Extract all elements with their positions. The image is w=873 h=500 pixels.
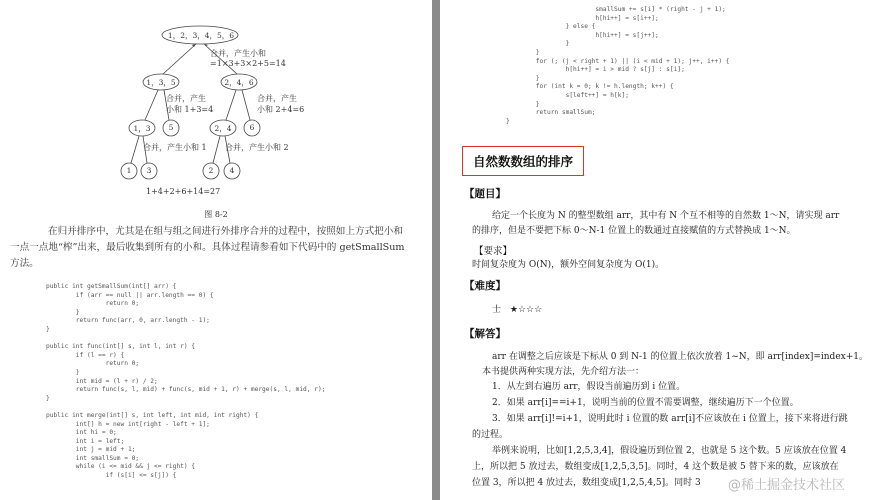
tree-root-note-2: =1×3+3×2+5=14 bbox=[210, 59, 286, 68]
code-line: smallSum += s[i] * (right - j + 1); bbox=[506, 6, 726, 13]
code-line: int j = mid + 1; bbox=[46, 446, 136, 454]
code-line: int smallSum = 0; bbox=[46, 454, 140, 462]
tree-l2-c-label: 2，4 bbox=[214, 124, 232, 133]
code-line: h[hi++] = s[i++]; bbox=[506, 14, 659, 22]
answer-line-2: 本书提供两种实现方法，先介绍方法一： bbox=[482, 367, 645, 377]
code-line: } bbox=[506, 117, 510, 125]
heading-requirement: 【要求】 bbox=[474, 246, 513, 257]
tree-l1-right-note-2: 小和 2+4=6 bbox=[257, 105, 305, 114]
code-line: return smallSum; bbox=[506, 109, 596, 117]
tree-l2-b-label: 5 bbox=[168, 123, 174, 132]
tree-leaf-1-label: 1 bbox=[126, 166, 132, 175]
code-line: while (i <= mid && j <= right) { bbox=[46, 463, 196, 471]
code-line: int[] h = new int[right - left + 1]; bbox=[46, 420, 210, 428]
tree-l2-right-note: 合并，产生小和 2 bbox=[225, 143, 289, 152]
figure-caption: 图 8-2 bbox=[204, 210, 228, 219]
answer-line-4: 2．如果 arr[i]==i+1，说明当前的位置不需要调整，继续遍历下一个位置。 bbox=[492, 398, 799, 408]
tree-total: 1+4+2+6+14=27 bbox=[146, 187, 221, 196]
answer-line-3: 1．从左到右遍历 arr，假设当前遍历到 i 位置。 bbox=[492, 382, 686, 392]
tree-leaf-2-label: 3 bbox=[146, 166, 152, 175]
difficulty-label: 士 bbox=[492, 305, 502, 315]
problem-line-1: 给定一个长度为 N 的整型数组 arr，其中有 N 个互不相等的自然数 1～N，请实现 arr bbox=[492, 211, 840, 221]
tree-l2-a-label: 1，3 bbox=[133, 124, 151, 133]
tree-root-note-1: 合并，产生小和 bbox=[210, 49, 266, 58]
right-code-block bbox=[506, 6, 730, 126]
code-line: } else { bbox=[506, 23, 596, 31]
code-line: h[hi++] = i > mid ? s[j] : s[i]; bbox=[506, 66, 685, 74]
watermark: @稀土掘金技术社区 bbox=[728, 478, 846, 493]
code-line: if (l == r) { bbox=[46, 351, 125, 359]
code-line: if (arr == null || arr.length == 0) { bbox=[46, 291, 214, 299]
tree-l2-left-note: 合并，产生小和 1 bbox=[143, 143, 207, 152]
requirement-text: 时间复杂度为 O(N)，额外空间复杂度为 O(1)。 bbox=[472, 260, 665, 270]
right-page bbox=[440, 0, 873, 500]
tree-l1-right-label: 2，4，6 bbox=[224, 78, 254, 87]
code-line bbox=[46, 335, 325, 344]
code-line: int i = left; bbox=[46, 437, 125, 445]
code-line bbox=[46, 403, 325, 412]
tree-leaf-4-label: 4 bbox=[229, 166, 235, 175]
code-line: public int merge(int[] s, int left, int mid, int right) { bbox=[46, 411, 259, 419]
answer-line-8: 上，所以把 5 放过去，数组变成[1,2,5,3,5]。同时，4 这个数是被 5 替下来的数，应该放在 bbox=[472, 462, 839, 472]
heading-problem: 【题目】 bbox=[464, 188, 506, 200]
answer-line-5: 3．如果 arr[i]!=i+1，说明此时 i 位置的数 arr[i]不应该放在 i 位置上，接下来将进行跳 bbox=[492, 414, 848, 424]
code-line: int hi = 0; bbox=[46, 429, 117, 437]
code-line: public int func(int[] s, int l, int r) { bbox=[46, 343, 196, 351]
code-line: int mid = (l + r) / 2; bbox=[46, 377, 158, 385]
code-line: for (; (j < right + 1) || (i < mid + 1); j++, i++) { bbox=[506, 57, 730, 65]
code-line: for (int k = 0; k != h.length; k++) { bbox=[506, 83, 674, 91]
tree-l1-right-note-1: 合并，产生 bbox=[257, 94, 297, 103]
tree-l1-left-label: 1，3，5 bbox=[146, 78, 176, 87]
answer-line-1: arr 在调整之后应该是下标从 0 到 N-1 的位置上依次放着 1~N，即 arr[index]=index+1。 bbox=[492, 352, 868, 362]
answer-line-6: 的过程。 bbox=[472, 430, 509, 440]
code-line: } bbox=[46, 368, 80, 376]
tree-l1-left-note-2: 小和 1+3=4 bbox=[166, 105, 214, 114]
section-title: 自然数数组的排序 bbox=[462, 146, 584, 176]
code-line: return 0; bbox=[46, 300, 140, 308]
code-line: } bbox=[46, 394, 50, 402]
code-line: s[left++] = h[k]; bbox=[506, 91, 629, 99]
code-line: } bbox=[46, 325, 50, 333]
code-line: return 0; bbox=[46, 360, 140, 368]
paragraph-line-3: 方法。 bbox=[10, 258, 39, 269]
paragraph-line-2: 一点一点地“榨”出来，最后收集到所有的小和。具体过程请参看如下代码中的 getSmallSum bbox=[10, 242, 405, 253]
left-code-block bbox=[46, 283, 325, 481]
paragraph-line-1: 在归并排序中，尤其是在组与组之间进行外排序合并的过程中，按照如上方式把小和 bbox=[48, 226, 403, 237]
tree-l2-d-label: 6 bbox=[249, 123, 255, 132]
tree-root-label: 1，2，3，4，5，6 bbox=[167, 31, 235, 40]
code-line: return func(arr, 0, arr.length - 1); bbox=[46, 317, 210, 325]
answer-line-7: 举例来说明，比如[1,2,5,3,4]，假设遍历到位置 2，也就是 5 这个数。5 应该放在位置 4 bbox=[492, 446, 847, 456]
difficulty-stars: ★☆☆☆ bbox=[509, 305, 543, 315]
code-line: if (s[i] <= s[j]) { bbox=[46, 472, 177, 480]
tree-leaf-3-label: 2 bbox=[208, 166, 214, 175]
answer-line-9: 位置 3，所以把 4 放过去，数组变成[1,2,5,4,5]。同时 3 bbox=[472, 478, 701, 488]
code-line: } bbox=[46, 308, 80, 316]
heading-answer: 【解答】 bbox=[464, 328, 506, 340]
problem-line-2: 的排序，但是不要把下标 0～N-1 位置上的数通过直接赋值的方式替换成 1～N。 bbox=[472, 226, 796, 236]
tree-l1-left-note-1: 合并，产生 bbox=[166, 94, 206, 103]
code-line: } bbox=[506, 74, 540, 82]
code-line: public int getSmallSum(int[] arr) { bbox=[46, 283, 177, 290]
code-line: } bbox=[506, 40, 570, 48]
code-line: } bbox=[506, 100, 540, 108]
left-page bbox=[0, 0, 432, 500]
code-line: return func(s, l, mid) + func(s, mid + 1, r) + merge(s, l, mid, r); bbox=[46, 386, 326, 394]
difficulty-row bbox=[492, 303, 542, 318]
code-line: } bbox=[506, 48, 540, 56]
heading-difficulty: 【难度】 bbox=[464, 280, 506, 292]
code-line: h[hi++] = s[j++]; bbox=[506, 31, 659, 39]
